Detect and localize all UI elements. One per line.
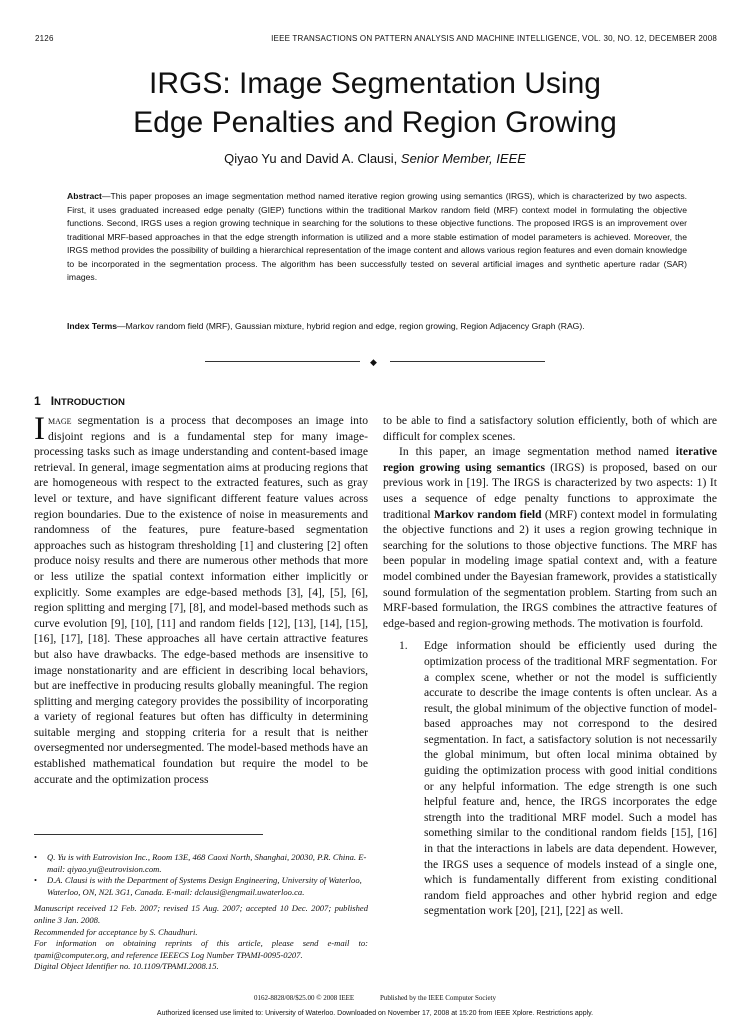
divider-line-right (390, 361, 545, 362)
copyright: 0162-8828/08/$25.00 © 2008 IEEE (253, 994, 355, 1002)
right-column (383, 413, 717, 919)
drop-cap: I (34, 411, 45, 447)
abstract-label: Abstract (67, 191, 102, 201)
intro-text: segmentation is a process that decomposes an image into disjoint regions and is a fundamental step for many image-processing tasks such as image understanding and content-based image retrieval. In general, image segmentation aims at producing regions that are homogeneous with respect to the extracted features, such as gray level or texture, and have significant different feature values across region boundaries. Due to the existence of noise in measurements and randomness of the features, pure feature-based segmentation approaches such as histogram thresholding [1] and clustering [2] often produce noisy results and there are numerous other methods that more or less utilize the spatial context information either implicitly or explicitly. Some examples are edge-based methods [3], [4], [5], [6], region splitting and merging [7], [8], and model-based methods such as curve evolution [9], [10], [11] and random fields [12], [13], [14], [15], [16], [17], [18]. These approaches all have certain attractive features but also have drawbacks. The edge-based methods are insensitive to image nonstationarity and are efficient in describing local behaviors, but are ineffective in producing results globally meaningful. The region splitting and merging category provides the possibility of incorporating a variety of regional features but often has difficulty in determining suitable merging and stopping criteria for a result that is neither oversegmented nor undersegmented. The model-based methods have an established mathematical foundation but require the model to be accurate and the optimization process (34, 414, 368, 786)
manuscript-dates: Manuscript received 12 Feb. 2007; revised 15 Aug. 2007; accepted 10 Dec. 2007; published online 3 Jan. 2008. (34, 903, 368, 925)
index-terms-text: —Markov random field (MRF), Gaussian mixture, hybrid region and edge, region growing, Region Adjacency Graph (RAG). (117, 321, 585, 331)
bullet-icon: • (34, 875, 38, 886)
list-item-text: Edge information should be efficiently used during the optimization process of the traditional MRF segmentation. For a complex scene, whether or not the model is sufficiently accurate to describe the image contents is often unclear. As a result, the global minimum of the objective function of model-based approaches may not correspond to the desired segmentation. In fact, a satisfactory solution is not necessarily the global minimum, but often local minima obtained by guiding the optimization process with good initial conditions or any helpful information. The edge strength is one such helpful feature and, hence, the IRGS incorporates the edge strength into the traditional MRF model. Such a model has something similar to the conditional random fields [15], [16] in that the interactions in labels are data dependent. However, the IRGS uses a sequence of models instead of a single one, which is fundamentally different from existing conditional random field approaches and other hybrid region and edge segmentation work [20], [21], [22] as well. (424, 639, 717, 918)
publisher: Published by the IEEE Computer Society (379, 994, 497, 1002)
title-line-2: Edge Penalties and Region Growing (133, 106, 617, 139)
paper-title (40, 64, 710, 142)
index-terms (67, 320, 687, 334)
abstract-text: —This paper proposes an image segmentation method named iterative region growing using semantics (IRGS), which is characterized by two aspects. First, it uses graduated increased edge penalty (GIEP) functions within the traditional Markov random field (MRF) context model in formulating the objective functions. Second, IRGS uses a region growing technique in searching for the solutions to these objective functions. The proposed IRGS is an improvement over traditional MRF-based approaches in that the edge strength information is utilized and a more stable estimation of model parameters is achieved. Moreover, the IRGS method provides the possibility of building a hierarchical representation of the image content and allows various region features and even domain knowledge to be incorporated in the segmentation process. The algorithm has been successfully tested on several artificial images and synthetic aperture radar (SAR) images. (67, 191, 687, 282)
list-marker: 1. (399, 639, 408, 653)
author-line (40, 151, 710, 166)
section-title-rest: NTRODUCTION (54, 397, 125, 408)
bold-term-irgs: iterative region growing using semantics (383, 445, 717, 474)
bold-term-mrf: Markov random field (433, 507, 542, 521)
col2-paragraph-1: to be able to find a satisfactory solution efficiently, both of which are difficult for complex scenes. (383, 414, 717, 443)
footnote-rule (34, 834, 263, 835)
recommended-by: Recommended for acceptance by S. Chaudhuri. (34, 926, 198, 937)
left-column (34, 413, 368, 787)
divider-diamond-icon: ◆ (370, 357, 377, 367)
col2-paragraph-2: In this paper, an image segmentation method named iterative region growing using semantics (IRGS) is proposed, based on our previous work in [19]. The IRGS is characterized by two aspects: 1) It uses a sequence of edge penalty functions to approximate the traditional Markov random field (MRF) context model in formulating the objective functions and 2) it uses a region growing technique in searching for the solutions to those objective functions. The MRF has been popular in modeling image spatial context and, with a feature model combined under the Bayesian framework, provides a statistically sound formulation of the segmentation problem. Starting from such an MRF-based formulation, the IRGS combines the attractive features of edge-based and region-growing methods. The motivation is fourfold. (383, 445, 718, 630)
footnotes (34, 852, 368, 973)
intro-paragraph-1 (34, 413, 368, 787)
page-number: 2126 (35, 34, 54, 43)
author-role: Senior Member, IEEE (400, 151, 526, 166)
index-terms-label: Index Terms (67, 321, 117, 331)
abstract (67, 190, 687, 285)
title-line-1: IRGS: Image Segmentation Using (149, 67, 601, 100)
section-number: 1 (34, 394, 41, 408)
doi: Digital Object Identifier no. 10.1109/TPAMI.2008.15. (34, 961, 219, 972)
divider-line-left (205, 361, 360, 362)
section-title-initial: I (50, 394, 55, 408)
footnote-author-1: • Q. Yu is with Eutrovision Inc., Room 13E, 468 Caoxi North, Shanghai, 20030, P.R. China. E-mail: qiyao.yu@eutrovision.com. (34, 852, 367, 874)
small-caps-word: mage (48, 414, 72, 427)
list-item (383, 638, 717, 919)
running-header: IEEE TRANSACTIONS ON PATTERN ANALYSIS AND MACHINE INTELLIGENCE, VOL. 30, NO. 12, DECEMBER 2008 (271, 34, 717, 43)
footnote-author-2: • D.A. Clausi is with the Department of Systems Design Engineering, University of Waterloo, Waterloo, ON, N2L 3G1, Canada. E-mail: dclausi@engmail.uwaterloo.ca. (34, 875, 362, 897)
manuscript-info (34, 903, 368, 973)
page-footer (0, 994, 750, 1002)
author-names: Qiyao Yu and David A. Clausi, (224, 151, 401, 166)
section-divider (205, 357, 545, 367)
reprints-info: For information on obtaining reprints of this article, please send e-mail to: tpami@computer.org, and reference IEEECS Log Number TPAMI-0095-0207. (34, 938, 368, 960)
bullet-icon: • (34, 852, 38, 862)
authorized-use-notice: Authorized licensed use limited to: University of Waterloo. Downloaded on November 17, 2008 at 15:20 from IEEE Xplore. Restrictions apply. (156, 1010, 594, 1017)
section-heading (34, 394, 125, 408)
